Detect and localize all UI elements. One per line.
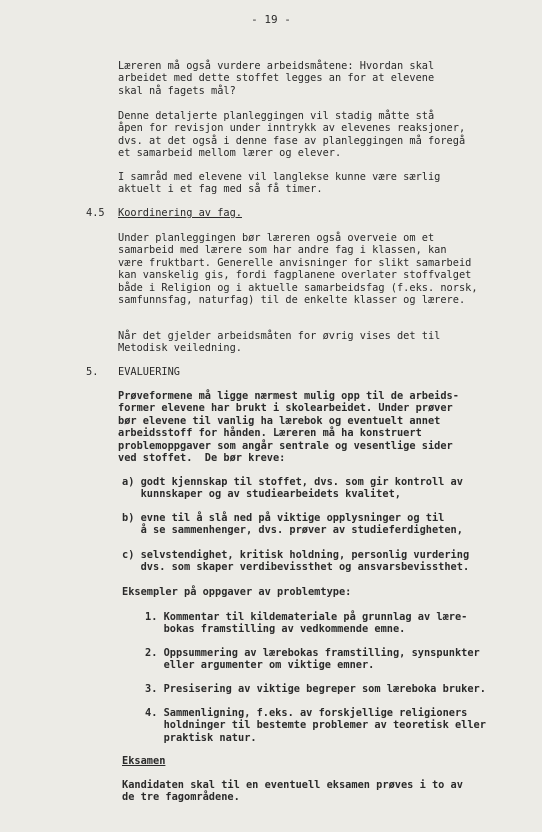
- section-heading-evaluering: EVALUERING: [118, 366, 180, 378]
- example-item-4: 4. Sammenligning, f.eks. av forskjellige religioners holdninger til bestemte problemer av teoretisk eller praktisk natur.: [145, 707, 486, 744]
- list-item-a: a) godt kjennskap til stoffet, dvs. som gir kontroll av kunnskaper og av studiearbeidets kvalitet,: [122, 476, 463, 501]
- paragraph-langlekse: I samråd med elevene vil langlekse kunne være særlig aktuelt i et fag med så få timer.: [118, 171, 441, 196]
- page-number: - 19 -: [251, 13, 291, 26]
- examples-intro: Eksempler på oppgaver av problemtype:: [122, 586, 352, 598]
- example-item-3: 3. Presisering av viktige begreper som læreboka bruker.: [145, 683, 486, 695]
- list-item-b: b) evne til å slå ned på viktige opplysninger og til å se sammenhenger, dvs. prøver av studieferdigheten,: [122, 512, 463, 537]
- section-number-5: 5.: [86, 366, 99, 378]
- paragraph-arbeidsmater: Læreren må også vurdere arbeidsmåtene: Hvordan skal arbeidet med dette stoffet legges an for at elevene skal nå fagets mål?: [118, 60, 435, 97]
- section-heading-eksamen: Eksamen: [122, 755, 166, 767]
- paragraph-samarbeid: Under planleggingen bør læreren også overveie om et samarbeid med lærere som har andre fag i klassen, kan være fruktbart. Generelle anvisninger for slikt samarbeid kan vanskelig gis, fordi fagplanene overlater stoffvalget både i Religion og i aktuelle samarbeidsfag (f.eks. norsk, samfunnsfag, naturfag) til de enkelte klasser og lærere.: [118, 232, 478, 307]
- paragraph-planlegging: Denne detaljerte planleggingen vil stadig måtte stå åpen for revisjon under inntrykk av elevenes reaksjoner, dvs. at det også i denne fase av planleggingen må foregå et samarbeid mellom lærer og elever.: [118, 110, 466, 160]
- example-item-2: 2. Oppsummering av lærebokas framstilling, synspunkter eller argumenter om viktige emner.: [145, 647, 480, 672]
- paragraph-metodisk: Når det gjelder arbeidsmåten for øvrig vises det til Metodisk veiledning.: [118, 330, 441, 355]
- section-number-4-5: 4.5: [86, 207, 105, 219]
- paragraph-eksamen: Kandidaten skal til en eventuell eksamen prøves i to av de tre fagområdene.: [122, 779, 463, 804]
- paragraph-proveformer: Prøveformene må ligge nærmest mulig opp til de arbeids- former elevene har brukt i skolearbeidet. Under prøver bør elevene til vanlig ha lærebok og eventuelt annet arbeidsstoff for hånden. Læreren må ha konstruert problemoppgaver som angår sentrale og vesentlige sider ved stoffet. De bør kreve:: [118, 390, 459, 465]
- example-item-1: 1. Kommentar til kildemateriale på grunnlag av lære- bokas framstilling av vedkommende emne.: [145, 611, 468, 636]
- list-item-c: c) selvstendighet, kritisk holdning, personlig vurdering dvs. som skaper verdibevissthet og ansvarsbevissthet.: [122, 549, 470, 574]
- section-heading-koordinering: Koordinering av fag.: [118, 207, 242, 219]
